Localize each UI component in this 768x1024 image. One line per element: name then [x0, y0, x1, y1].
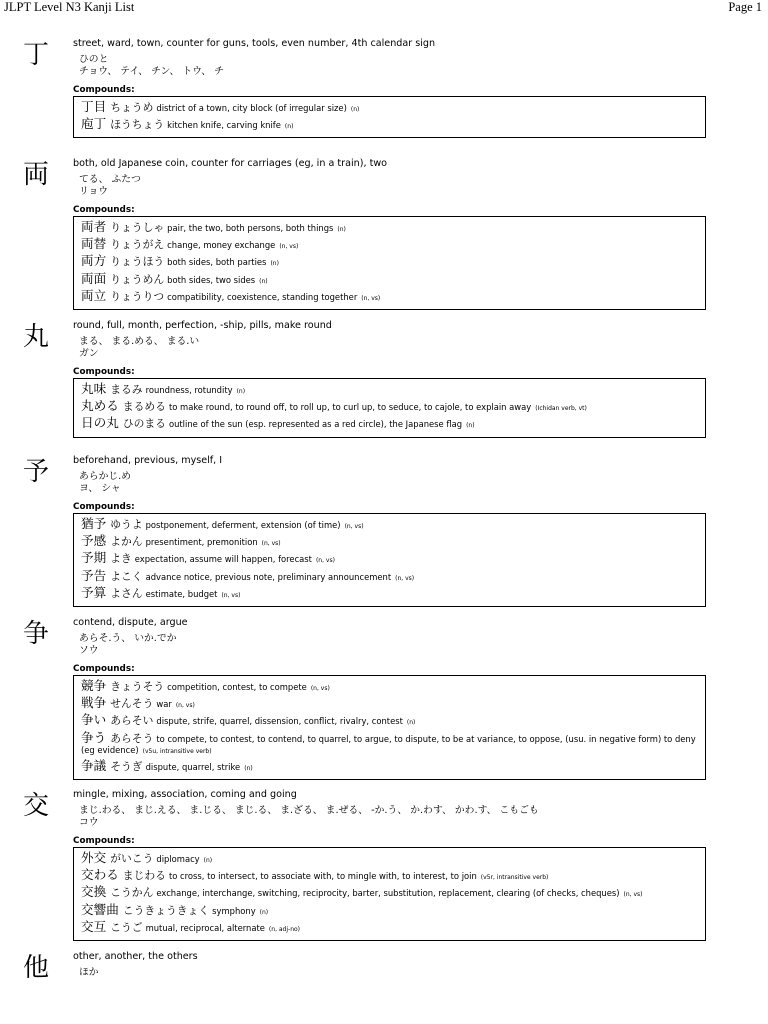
compound-reading: きょうそう: [110, 680, 165, 693]
compound-part-of-speech: (n): [203, 857, 213, 864]
kanji-meaning: contend, dispute, argue: [73, 617, 188, 628]
compound-part-of-speech: (n, adj-no): [268, 925, 301, 933]
compound-reading: まじわる: [122, 869, 166, 883]
compound-meaning: advance notice, previous note, preliminary announcement: [145, 571, 392, 582]
compound-word: 丸味: [81, 381, 107, 396]
kanji-character: 両: [23, 160, 50, 190]
compound-row: [81, 517, 699, 534]
compound-word: 予告: [81, 567, 107, 583]
on-reading: チョウ、 テイ、 チン、 トウ、 チ: [79, 65, 224, 77]
kanji-readings: [79, 54, 224, 77]
kun-reading: あらかじ.め: [79, 471, 132, 482]
kanji-meaning: other, another, the others: [73, 951, 198, 962]
compound-word: 争議: [81, 757, 107, 773]
on-reading: コウ: [79, 816, 99, 828]
compounds-box: [73, 675, 706, 780]
compound-reading: こうかん: [110, 886, 154, 900]
compound-part-of-speech: (n): [236, 388, 246, 395]
compound-part-of-speech: (n, vs): [344, 523, 364, 530]
compound-word: 日の丸: [81, 415, 119, 431]
kanji-readings: [79, 967, 99, 979]
compound-reading: りょうほう: [110, 255, 165, 269]
compound-part-of-speech: (n): [466, 422, 475, 430]
compounds-label: Compounds:: [73, 205, 135, 215]
compounds-label: Compounds:: [73, 85, 135, 95]
compound-row: [81, 416, 699, 433]
compound-meaning: presentiment, premonition: [145, 537, 258, 548]
compound-reading: せんそう: [110, 697, 154, 711]
compound-word: 交響曲: [81, 901, 119, 917]
compound-row: [81, 254, 699, 271]
compound-reading: まるみ: [110, 383, 143, 396]
compound-row: [81, 569, 699, 586]
compound-word: 競争: [81, 678, 107, 693]
compound-meaning: mutual, reciprocal, alternate: [145, 922, 265, 933]
compound-row: [81, 868, 699, 885]
compound-word: 予感: [81, 533, 107, 549]
page-number: Page 1: [728, 0, 762, 14]
compound-meaning: competition, contest, to compete: [167, 682, 307, 692]
compound-meaning: to make round, to round off, to roll up, to curl up, to seduce, to cajole, to explain away: [168, 402, 532, 413]
compound-row: [81, 551, 699, 568]
kun-reading: てる、 ふたつ: [79, 174, 141, 185]
kanji-character: 交: [23, 791, 50, 821]
compound-part-of-speech: (n): [337, 226, 346, 233]
compound-part-of-speech: (v5r, intransitive verb): [480, 874, 549, 882]
compound-row: [81, 220, 699, 237]
compound-row: [81, 885, 699, 902]
kanji-meaning: round, full, month, perfection, -ship, pills, make round: [73, 320, 332, 331]
compound-part-of-speech: (Ichidan verb, vt): [535, 405, 587, 413]
kanji-meaning: beforehand, previous, myself, I: [73, 455, 223, 466]
compound-word: 交換: [81, 884, 107, 900]
compound-row: [81, 534, 699, 551]
compound-meaning: dispute, strife, quarrel, dissension, conflict, rivalry, contest: [156, 716, 403, 727]
compound-word: 両替: [81, 236, 107, 252]
compound-meaning: pair, the two, both persons, both things: [167, 223, 334, 233]
compound-meaning: war: [156, 699, 172, 710]
compound-meaning: to cross, to intersect, to associate with, to mingle with, to interest, to join: [168, 871, 477, 882]
compound-meaning: both sides, two sides: [167, 274, 256, 285]
compound-reading: よさん: [110, 586, 143, 600]
compound-part-of-speech: (n, vs): [221, 591, 241, 599]
compound-part-of-speech: (v5u, intransitive verb): [142, 747, 212, 755]
compound-row: [81, 903, 699, 920]
compound-part-of-speech: (n, vs): [361, 294, 381, 302]
compound-row: [81, 586, 699, 603]
on-reading: ガン: [79, 347, 99, 359]
compound-meaning: symphony: [212, 905, 256, 916]
compound-word: 猶予: [81, 516, 107, 531]
compound-reading: がいこう: [110, 852, 154, 865]
kanji-readings: [79, 336, 199, 359]
compound-reading: こうきょうきょく: [122, 903, 210, 917]
compound-reading: あらそい: [110, 714, 154, 728]
kanji-meaning: mingle, mixing, association, coming and going: [73, 789, 297, 800]
compounds-label: Compounds:: [73, 502, 135, 512]
compound-part-of-speech: (n, vs): [315, 557, 335, 565]
compound-word: 外交: [81, 850, 107, 865]
kanji-readings: [79, 805, 539, 828]
compound-row: [81, 237, 699, 254]
compound-word: 両面: [81, 270, 107, 286]
compound-reading: あらそう: [110, 731, 154, 745]
kun-reading: まじ.わる、 まじ.える、 ま.じる、 まじ.る、 ま.ざる、 ま.ぜる、 -か.う、 か.わす、 かわ.す、 こもごも: [79, 805, 539, 816]
kanji-character: 丸: [23, 322, 50, 352]
compound-part-of-speech: (n): [350, 106, 360, 113]
compounds-box: [73, 513, 706, 607]
compound-word: 交わる: [81, 867, 119, 883]
compound-meaning: estimate, budget: [145, 588, 218, 599]
compound-row: [81, 759, 699, 776]
compound-meaning: exchange, interchange, switching, reciprocity, barter, substitution, replacement, clearing (of checks, cheques): [156, 888, 620, 899]
kanji-readings: [79, 174, 141, 197]
compound-reading: ほうちょう: [110, 118, 165, 132]
compound-reading: よかん: [110, 535, 143, 549]
compound-reading: よき: [110, 552, 132, 566]
kanji-meaning: street, ward, town, counter for guns, tools, even number, 4th calendar sign: [73, 38, 436, 49]
on-reading: ソウ: [79, 644, 99, 656]
compound-part-of-speech: (n, vs): [175, 702, 195, 710]
document-title: JLPT Level N3 Kanji List: [4, 0, 135, 14]
compound-word: 予算: [81, 584, 107, 600]
compound-meaning: both sides, both parties: [167, 257, 267, 268]
compound-part-of-speech: (n): [259, 277, 268, 285]
compound-word: 庖丁: [81, 116, 107, 132]
compound-part-of-speech: (n): [406, 719, 416, 727]
compound-word: 予期: [81, 550, 107, 566]
compound-reading: ひのまる: [122, 417, 166, 431]
compound-meaning: to compete, to contest, to contend, to quarrel, to argue, to dispute, to be at variance, to oppose, (usu. in negative form) to deny (eg evidence): [81, 733, 696, 755]
compound-row: [81, 679, 699, 696]
compound-word: 争う: [81, 729, 107, 745]
compound-word: 戦争: [81, 695, 107, 711]
compound-row: [81, 731, 699, 759]
compound-row: [81, 713, 699, 730]
compound-part-of-speech: (n, vs): [395, 574, 415, 582]
kun-reading: まる、 まる.める、 まる.い: [79, 336, 200, 347]
compounds-label: Compounds:: [73, 836, 135, 846]
compound-meaning: roundness, rotundity: [145, 385, 233, 395]
compounds-box: [73, 847, 706, 941]
compound-reading: よこく: [110, 569, 143, 583]
compound-part-of-speech: (n): [259, 908, 269, 916]
compound-part-of-speech: (n): [270, 260, 279, 268]
compound-reading: りょうがえ: [110, 238, 165, 252]
compound-meaning: district of a town, city block (of irregular size): [156, 103, 347, 113]
compound-row: [81, 696, 699, 713]
compound-word: 争い: [81, 712, 107, 728]
compound-meaning: expectation, assume will happen, forecast: [134, 554, 312, 565]
compound-meaning: outline of the sun (esp. represented as a red circle), the Japanese flag: [168, 419, 463, 430]
compounds-box: [73, 96, 706, 138]
compound-word: 丸める: [81, 398, 119, 414]
compound-row: [81, 851, 699, 868]
compounds-label: Compounds:: [73, 664, 135, 674]
compound-word: 丁目: [81, 99, 107, 114]
compound-part-of-speech: (n): [284, 123, 294, 131]
compound-row: [81, 382, 699, 399]
compound-row: [81, 100, 699, 117]
kun-reading: あらそ.う、 いか.でか: [79, 633, 177, 644]
compound-row: [81, 920, 699, 937]
compound-row: [81, 272, 699, 289]
compound-row: [81, 399, 699, 416]
kanji-character: 他: [23, 953, 50, 983]
compounds-box: [73, 378, 706, 438]
compounds-label: Compounds:: [73, 367, 135, 377]
compound-word: 両立: [81, 287, 107, 303]
compound-reading: そうぎ: [110, 759, 143, 773]
compound-part-of-speech: (n, vs): [279, 243, 299, 251]
compound-meaning: postponement, deferment, extension (of time): [145, 520, 341, 530]
compound-reading: りょうしゃ: [110, 221, 165, 234]
compound-meaning: kitchen knife, carving knife: [167, 120, 281, 131]
compound-reading: ゆうよ: [110, 518, 143, 531]
kun-reading: ひのと: [79, 54, 109, 65]
compound-meaning: compatibility, coexistence, standing together: [167, 291, 358, 302]
compound-reading: こうご: [110, 920, 143, 934]
kanji-character: 予: [23, 457, 50, 487]
on-reading: ヨ、 シャ: [79, 482, 121, 494]
compound-word: 両者: [81, 219, 107, 234]
compound-reading: りょうりつ: [110, 289, 165, 303]
compound-reading: まるめる: [122, 400, 166, 414]
compound-word: 両方: [81, 253, 107, 269]
compound-row: [81, 289, 699, 306]
on-reading: リョウ: [79, 185, 109, 197]
kun-reading: ほか: [79, 967, 99, 978]
compounds-box: [73, 216, 706, 310]
compound-row: [81, 117, 699, 134]
compound-part-of-speech: (n, vs): [310, 685, 330, 692]
compound-part-of-speech: (n): [244, 764, 253, 772]
compound-word: 交互: [81, 918, 107, 934]
kanji-character: 丁: [23, 40, 50, 70]
kanji-meaning: both, old Japanese coin, counter for carriages (eg, in a train), two: [73, 158, 388, 169]
compound-reading: ちょうめ: [110, 101, 154, 114]
page-header: [0, 0, 768, 18]
kanji-readings: [79, 633, 177, 656]
kanji-character: 争: [23, 619, 50, 649]
compound-meaning: dispute, quarrel, strike: [145, 761, 241, 772]
compound-part-of-speech: (n, vs): [623, 891, 643, 899]
compound-reading: りょうめん: [110, 272, 165, 286]
compound-meaning: change, money exchange: [167, 240, 276, 251]
compound-part-of-speech: (n, vs): [261, 540, 281, 548]
kanji-readings: [79, 471, 131, 494]
compound-meaning: diplomacy: [156, 854, 200, 864]
